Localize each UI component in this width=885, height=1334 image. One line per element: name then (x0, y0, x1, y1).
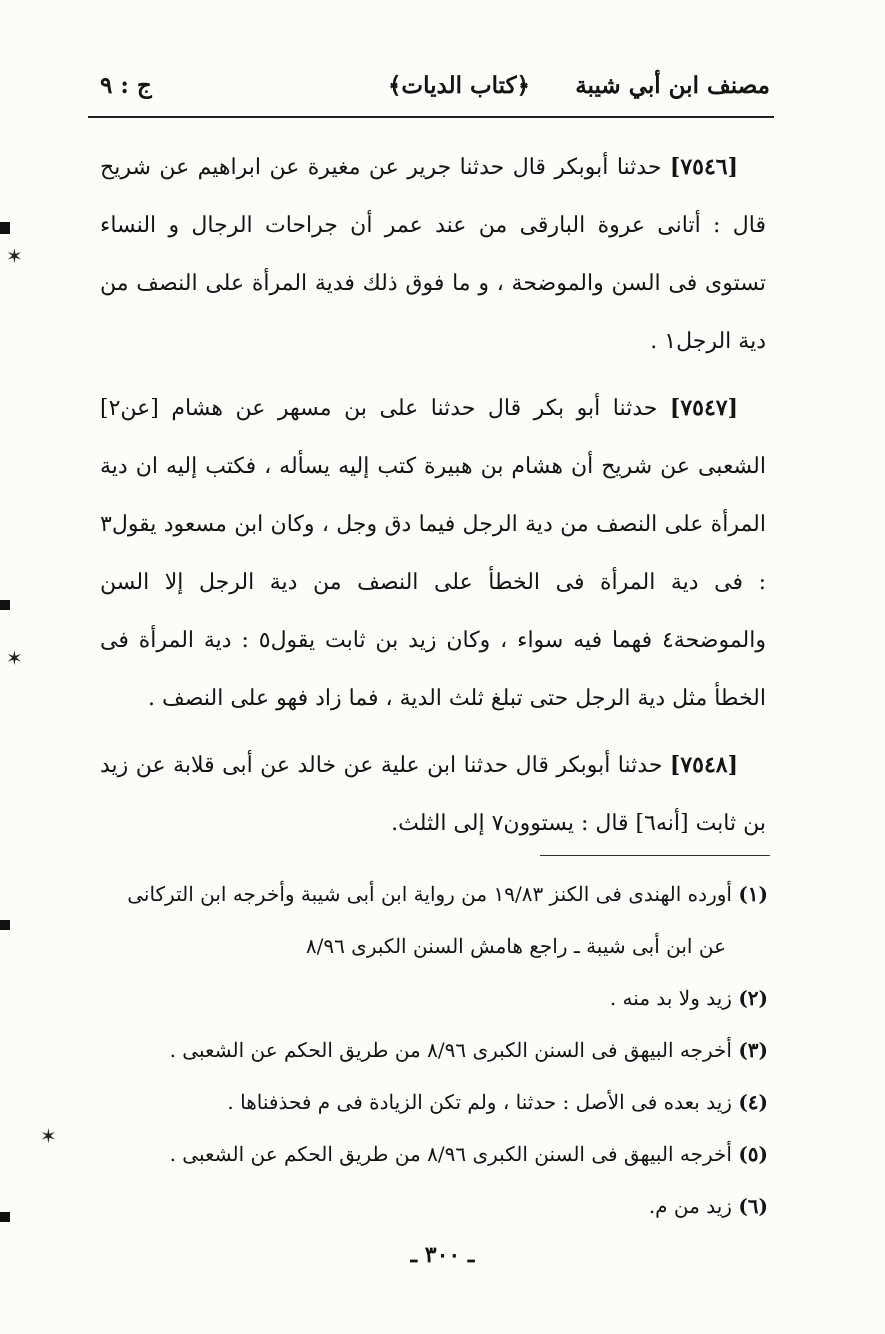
footnote-text: زيد بعده فى الأصل : حدثنا ، ولم تكن الزيادة فى م فحذفناها . (227, 1090, 732, 1114)
hadith-paragraph (100, 379, 766, 728)
hadith-paragraph (100, 736, 766, 853)
footnote (100, 1076, 772, 1128)
footnote-continuation: عن ابن أبى شيبة ـ راجع هامش السنن الكبرى ٨/٩٦ (305, 934, 726, 958)
footnote (100, 868, 772, 920)
scan-artifact (0, 920, 10, 930)
footnote-number: (٦) (738, 1194, 768, 1218)
scan-artifact (0, 600, 10, 610)
footnote (100, 1180, 772, 1232)
main-text (100, 138, 766, 861)
volume-number: ج : ٩ (100, 72, 152, 99)
hadith-text: حدثنا أبو بكر قال حدثنا على بن مسهر عن هشام [عن٢] الشعبى عن شريح أن هشام بن هبيرة كتب إليه يسأله ، فكتب إليه ان دية المرأة على النصف من دية الرجل فيما دق وجل ، وكان ابن مسعود يقول٣ : فى دية المرأة فى الخطأ على النصف من دية الرجل إلا السن والموضحة٤ فهما فيه سواء ، وكان زيد بن ثابت يقول٥ : دية المرأة فى الخطأ مثل دية الرجل حتى تبلغ ثلث الدية ، فما زاد فهو على النصف . (100, 396, 766, 711)
scan-artifact: ✶ (6, 244, 23, 268)
footnote (100, 1128, 772, 1180)
scan-artifact: ✶ (40, 1124, 57, 1148)
hadith-text: حدثنا أبوبكر قال حدثنا ابن علية عن خالد عن أبى قلابة عن زيد بن ثابت [أنه٦] قال : يستوون٧ إلى الثلث. (100, 753, 766, 836)
scan-artifact (0, 1212, 10, 1222)
footnote-number: (١) (738, 882, 768, 906)
header-rule (88, 116, 774, 118)
footnote-text: زيد من م. (648, 1194, 732, 1218)
scan-artifact (0, 222, 10, 234)
scan-artifact: ✶ (6, 646, 23, 670)
footnote-number: (٣) (738, 1038, 768, 1062)
hadith-text: حدثنا أبوبكر قال حدثنا جرير عن مغيرة عن ابراهيم عن شريح قال : أتانى عروة البارقى من عند عمر أن جراحات الرجال و النساء تستوى فى السن والموضحة ، و ما فوق ذلك فدية المرأة على النصف من دية الرجل١ . (100, 155, 766, 354)
footnote-number: (٤) (738, 1090, 768, 1114)
footnote (100, 1024, 772, 1076)
footnote-number: (٥) (738, 1142, 768, 1166)
hadith-number: [٧٥٤٦] (669, 154, 738, 180)
book-title: مصنف ابن أبي شيبة (575, 72, 770, 99)
page-header (100, 62, 770, 112)
hadith-number: [٧٥٤٨] (669, 752, 738, 778)
chapter-title: ﴿كتاب الديات﴾ (387, 72, 530, 99)
footnote-text: زيد ولا بد منه . (609, 986, 732, 1010)
footnote (100, 972, 772, 1024)
page-number: ـ ٣٠٠ ـ (410, 1242, 475, 1268)
footnote-text: أخرجه البيهق فى السنن الكبرى ٨/٩٦ من طريق الحكم عن الشعبى . (169, 1038, 732, 1062)
hadith-paragraph (100, 138, 766, 371)
footnote-text: أورده الهندى فى الكنز ١٩/٨٣ من رواية ابن أبى شيبة وأخرجه ابن التركانى (127, 882, 732, 906)
hadith-number: [٧٥٤٧] (669, 395, 738, 421)
footnote-number: (٢) (738, 986, 768, 1010)
footnote-text: أخرجه البيهق فى السنن الكبرى ٨/٩٦ من طريق الحكم عن الشعبى . (169, 1142, 732, 1166)
footnotes (100, 868, 772, 1232)
footnote-rule (540, 855, 770, 856)
